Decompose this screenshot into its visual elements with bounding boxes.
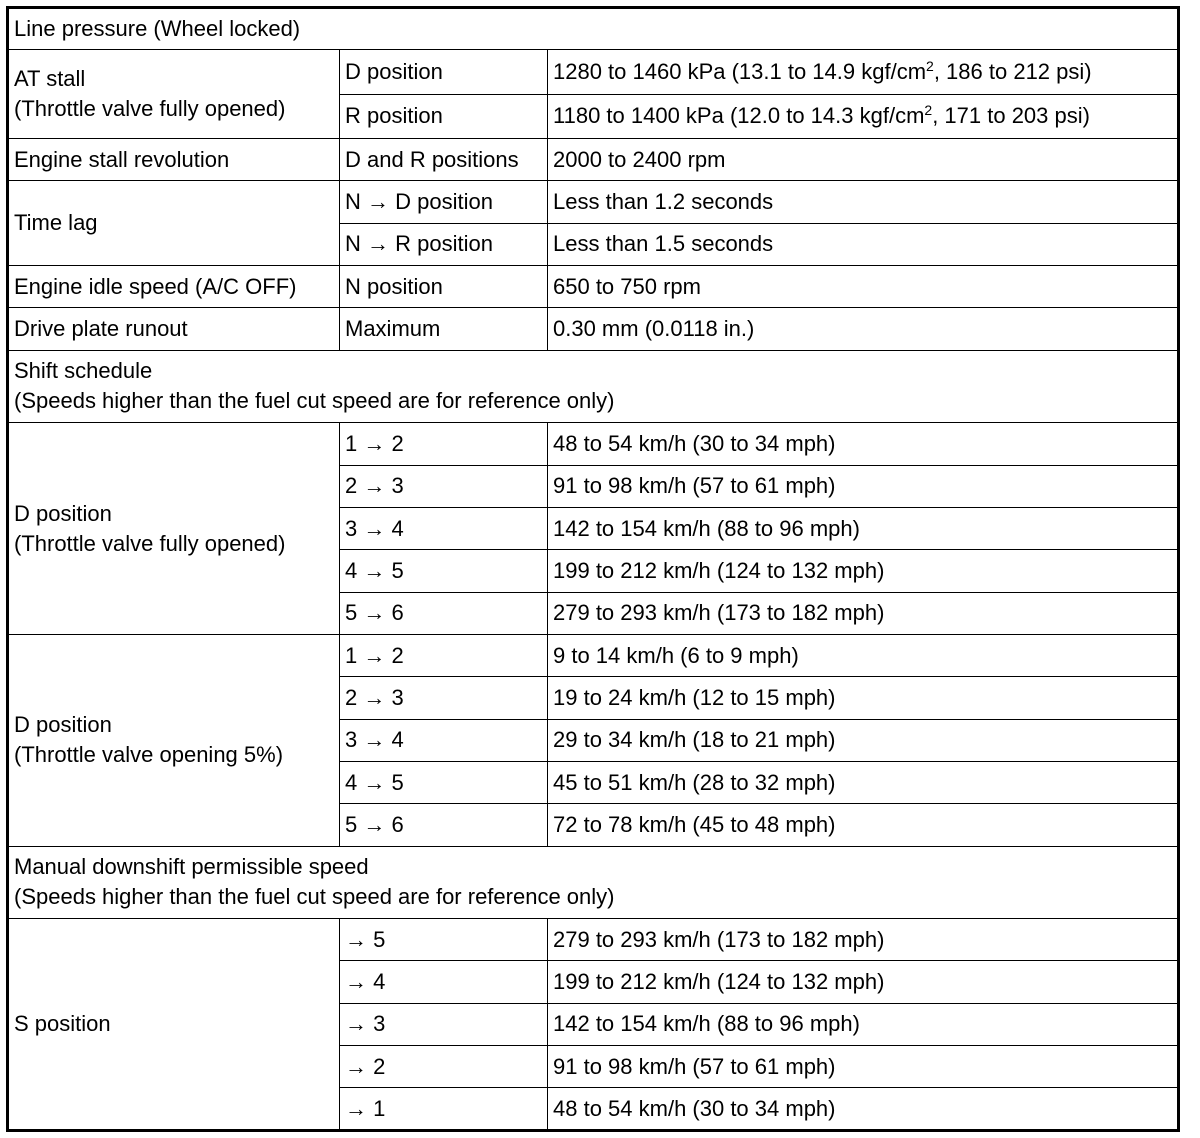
shift-schedule-line2: (Speeds higher than the fuel cut speed are for reference only): [14, 388, 615, 414]
drive-plate-value: 0.30 mm (0.0118 in.): [548, 308, 1179, 350]
table-row: [8, 423, 1179, 465]
d-5pct-label-line2: (Throttle valve opening 5%): [14, 742, 284, 768]
time-lag-label: Time lag: [8, 181, 340, 266]
speed-cell: 48 to 54 km/h (30 to 34 mph): [548, 423, 1179, 465]
shift-cell: 3 → 4: [340, 719, 548, 761]
shift-cell: → 1: [340, 1088, 548, 1131]
d-5pct-label: [8, 634, 340, 846]
shift-cell: 1 → 2: [340, 634, 548, 676]
speed-cell: 9 to 14 km/h (6 to 9 mph): [548, 634, 1179, 676]
table-row: [8, 139, 1179, 181]
drive-plate-condition: Maximum: [340, 308, 548, 350]
engine-stall-condition: D and R positions: [340, 139, 548, 181]
table-row: [8, 50, 1179, 94]
speed-cell: 48 to 54 km/h (30 to 34 mph): [548, 1088, 1179, 1131]
shift-cell: 4 → 5: [340, 761, 548, 803]
shift-schedule-line1: Shift schedule: [14, 358, 153, 384]
speed-cell: 19 to 24 km/h (12 to 15 mph): [548, 677, 1179, 719]
speed-cell: 91 to 98 km/h (57 to 61 mph): [548, 1046, 1179, 1088]
at-stall-r-condition: R position: [340, 94, 548, 138]
time-lag-nr-value: Less than 1.5 seconds: [548, 223, 1179, 265]
engine-stall-label: Engine stall revolution: [8, 139, 340, 181]
shift-cell: → 2: [340, 1046, 548, 1088]
shift-cell: 5 → 6: [340, 804, 548, 846]
speed-cell: 91 to 98 km/h (57 to 61 mph): [548, 465, 1179, 507]
shift-cell: → 3: [340, 1003, 548, 1045]
d-full-label: [8, 423, 340, 635]
manual-downshift-line2: (Speeds higher than the fuel cut speed are for reference only): [14, 884, 615, 910]
time-lag-nd-value: Less than 1.2 seconds: [548, 181, 1179, 223]
table-row: [8, 308, 1179, 350]
shift-schedule-title: [8, 350, 1179, 423]
speed-cell: 142 to 154 km/h (88 to 96 mph): [548, 1003, 1179, 1045]
section-header-line-pressure: [8, 8, 1179, 50]
at-stall-r-value: [548, 94, 1179, 138]
d-full-label-line2: (Throttle valve fully opened): [14, 530, 286, 556]
table-row: [8, 634, 1179, 676]
drive-plate-label: Drive plate runout: [8, 308, 340, 350]
time-lag-nd-condition: N → D position: [340, 181, 548, 223]
shift-cell: → 5: [340, 919, 548, 961]
at-stall-d-value: [548, 50, 1179, 94]
shift-cell: → 4: [340, 961, 548, 1003]
shift-cell: 3 → 4: [340, 507, 548, 549]
section-header-shift-schedule: [8, 350, 1179, 423]
manual-downshift-line1: Manual downshift permissible speed: [14, 854, 369, 880]
speed-cell: 199 to 212 km/h (124 to 132 mph): [548, 550, 1179, 592]
table-row: [8, 266, 1179, 308]
line-pressure-title: Line pressure (Wheel locked): [8, 8, 1179, 50]
d-5pct-label-line1: D position: [14, 712, 112, 738]
speed-cell: 45 to 51 km/h (28 to 32 mph): [548, 761, 1179, 803]
speed-cell: 142 to 154 km/h (88 to 96 mph): [548, 507, 1179, 549]
at-stall-label-line1: AT stall: [14, 66, 86, 92]
superscript: 2: [924, 102, 933, 119]
speed-cell: 72 to 78 km/h (45 to 48 mph): [548, 804, 1179, 846]
idle-speed-label: Engine idle speed (A/C OFF): [8, 266, 340, 308]
at-stall-d-value-part2: , 186 to 212 psi): [933, 59, 1092, 84]
idle-speed-value: 650 to 750 rpm: [548, 266, 1179, 308]
speed-cell: 29 to 34 km/h (18 to 21 mph): [548, 719, 1179, 761]
section-header-manual-downshift: [8, 846, 1179, 919]
superscript: 2: [926, 58, 934, 74]
table-row: [8, 181, 1179, 223]
manual-downshift-title: [8, 846, 1179, 919]
speed-cell: 199 to 212 km/h (124 to 132 mph): [548, 961, 1179, 1003]
at-stall-label-line2: (Throttle valve fully opened): [14, 96, 286, 122]
shift-cell: 5 → 6: [340, 592, 548, 634]
speed-cell: 279 to 293 km/h (173 to 182 mph): [548, 919, 1179, 961]
speed-cell: 279 to 293 km/h (173 to 182 mph): [548, 592, 1179, 634]
shift-cell: 2 → 3: [340, 677, 548, 719]
shift-cell: 2 → 3: [340, 465, 548, 507]
at-stall-d-value-part1: 1280 to 1460 kPa (13.1 to 14.9 kgf/cm: [553, 59, 927, 84]
table-row: [8, 919, 1179, 961]
engine-stall-value: 2000 to 2400 rpm: [548, 139, 1179, 181]
specification-table: [6, 6, 1180, 1132]
at-stall-d-condition: D position: [340, 50, 548, 94]
d-full-label-line1: D position: [14, 500, 112, 526]
at-stall-r-value-part1: 1180 to 1400 kPa (12.0 to 14.3 kgf/cm: [553, 103, 925, 129]
idle-speed-condition: N position: [340, 266, 548, 308]
at-stall-label: [8, 50, 340, 139]
at-stall-r-value-part2: , 171 to 203 psi): [932, 103, 1090, 129]
s-position-label: S position: [8, 919, 340, 1131]
time-lag-nr-condition: N → R position: [340, 223, 548, 265]
shift-cell: 1 → 2: [340, 423, 548, 465]
shift-cell: 4 → 5: [340, 550, 548, 592]
